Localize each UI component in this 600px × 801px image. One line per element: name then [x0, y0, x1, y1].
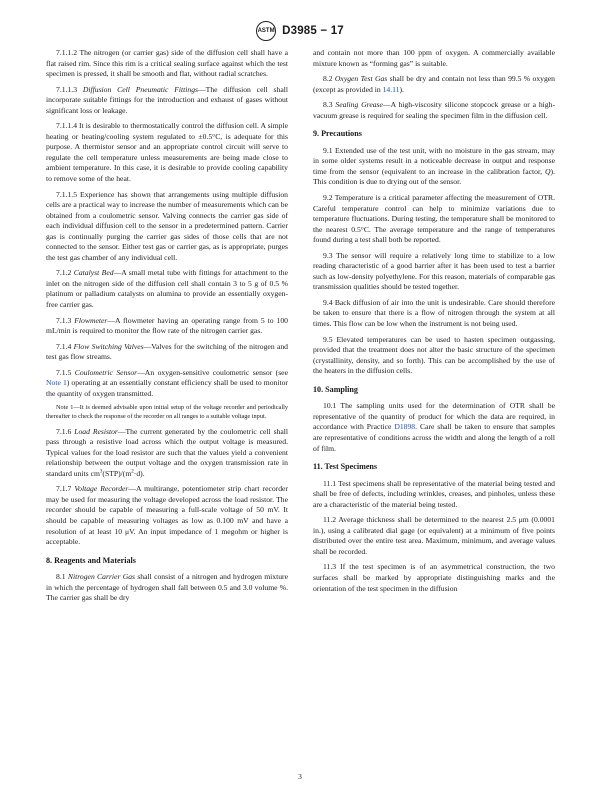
- para-number: 7.1.6: [56, 426, 72, 436]
- para-7-1-5: [46, 368, 288, 400]
- para-9-3: 9.3 The sensor will require a relatively long time to stabilize to a low reading characteristic of a good barrier after it has been used to test a barrier such as low-density polyethylene. For this reason, materials of comparable gas transmission qualities should be tested together.: [313, 250, 555, 292]
- para-body: 10.1 The sampling units used for the determination of OTR shall be representative of the quantity of product for which the data are required, in accordance with Practice: [313, 401, 555, 432]
- section-10-heading: 10. Sampling: [313, 384, 358, 394]
- para-7-1-1-4: 7.1.1.4 It is desirable to thermostatically control the diffusion cell. A simple heating or heating/cooling system regulated to ±0.5°C, is adequate for this purpose. A thermistor sensor and an appropriate control circuit will serve to regulate the cell temperature unless measurements are being made close to ambient temperature. In this case, it is desirable to provide cooling capability to remove some of the heat.: [46, 121, 288, 184]
- note-label: Note 1: [56, 404, 74, 412]
- para-body: —The current generated by the coulometric cell shall pass through a resistive load across which the output voltage is measured. Typical values for the load resistor are such that the values yield a convenient relationship between the output voltage and the oxygen transmission rate in standard units cm: [46, 426, 288, 478]
- section-8-heading: 8. Reagents and Materials: [46, 555, 136, 565]
- para-title: Catalyst Bed: [73, 268, 114, 278]
- para-number: 7.1.1.3: [56, 84, 78, 94]
- para-10-1: [313, 401, 555, 454]
- standard-designation: D3985 − 17: [282, 25, 344, 37]
- note-1: [46, 404, 288, 421]
- para-body-end: ·d).: [133, 468, 145, 478]
- para-7-1-2: [46, 268, 288, 310]
- para-title: Oxygen Test Gas: [334, 74, 388, 84]
- superscript: 2: [131, 469, 134, 475]
- right-column: [313, 48, 555, 599]
- para-body-cont: ).: [399, 84, 404, 94]
- para-11-1: 11.1 Test specimens shall be representative of the material being tested and shall be free of defects, including wrinkles, creases, and pinholes, unless these are a characteristic of the material being tested.: [313, 478, 555, 509]
- para-number: 7.1.3: [56, 315, 72, 325]
- para-title: Voltage Recorder: [74, 484, 129, 494]
- left-column: [46, 48, 288, 609]
- page-header: [0, 20, 600, 42]
- page-number: 3: [298, 772, 302, 781]
- para-7-1-7: [46, 484, 288, 547]
- para-title: Flow Switching Valves: [73, 341, 144, 351]
- section-11-heading: 11. Test Specimens: [313, 462, 378, 472]
- para-title: Diffusion Cell Pneumatic Fittings: [82, 84, 199, 94]
- para-7-1-1-2: 7.1.1.2 The nitrogen (or carrier gas) side of the diffusion cell shall have a flat raised rim. Since this rim is a critical sealing surface against which the test specimen is pressed, it shall be smooth and flat, without radial scratches.: [46, 48, 288, 79]
- para-number: 7.1.7: [56, 484, 72, 494]
- para-body: —A small metal tube with fittings for attachment to the inlet on the nitrogen side of the diffusion cell shall contain 3 to 5 g of 0.5 % platinum or palladium catalysts on alumina to provide an essentially oxygen-free carrier gas.: [46, 268, 289, 310]
- para-7-1-4: [46, 342, 288, 363]
- para-title: Load Resistor: [74, 426, 118, 436]
- para-7-1-1-3: [46, 85, 288, 117]
- symbol-q: Q: [545, 166, 551, 176]
- para-8-3: [313, 100, 555, 121]
- para-body-cont: . Care shall be taken to ensure that samples are representative of conditions across the width and along the length of a roll of film.: [313, 422, 555, 453]
- para-number: 7.1.5: [56, 367, 72, 377]
- logo-text: ASTM: [257, 28, 275, 34]
- para-11-2: 11.2 Average thickness shall be determined to the nearest 2.5 μm (0.0001 in.), using a calibrated dial gage (or equivalent) at a minimum of five points distributed over the entire test area. Maximum, minimum, and average values shall be recorded.: [313, 515, 555, 556]
- astm-logo-icon: [256, 21, 276, 41]
- para-body: —A high-viscosity silicone stopcock grease or a high-vacuum grease is required for sealing the specimen film in the diffusion cell.: [313, 100, 555, 120]
- para-7-1-6: [46, 427, 288, 480]
- para-title: Coulometric Sensor: [74, 367, 138, 377]
- para-8-1-continued: and contain not more than 100 ppm of oxygen. A commercially available mixture known as “forming gas” is suitable.: [313, 48, 555, 68]
- para-body: —The diffusion cell shall incorporate suitable fittings for the introduction and exhaust of gases without significant loss or leakage.: [46, 84, 288, 115]
- note-1-link[interactable]: Note 1: [46, 378, 67, 388]
- para-9-5: 9.5 Elevated temperatures can be used to hasten specimen outgassing, provided that the treatment does not alter the basic structure of the specimen (crystallinity, density, and so forth). This can be accomplished by the use of the heaters in the diffusion cells.: [313, 334, 555, 376]
- para-body: shall consist of a nitrogen and hydrogen mixture in which the percentage of hydrogen shall fall between 0.5 and 3.0 volume %. The carrier gas shall be dry: [46, 572, 288, 603]
- para-9-1: [313, 146, 555, 188]
- para-body-mid: (STP)/(m: [102, 468, 132, 478]
- para-body: —Valves for the switching of the nitrogen and test gas flow streams.: [46, 341, 288, 362]
- para-8-2: [313, 74, 555, 95]
- note-body: —It is deemed advisable upon initial setup of the voltage recorder and periodically thereafter to check the response of the recorder on all ranges to a suitable voltage input.: [46, 404, 289, 420]
- para-body-cont: ) operating at an essentially constant efficiency shall be used to monitor the quantity of oxygen transmitted.: [46, 378, 288, 398]
- para-title: Flowmeter: [74, 315, 108, 325]
- para-7-1-1-5: 7.1.1.5 Experience has shown that arrangements using multiple diffusion cells are a practical way to increase the number of measurements which can be obtained from a coulometric sensor. Valving connects the carrier gas side of each individual diffusion cell to the sensor in a predetermined pattern. Carrier gas is continually purging the carrier gas sides of those cells that are not connected to the sensor. Either test gas or carrier gas, as is appropriate, purges the test gas chamber of any individual cell.: [46, 189, 288, 262]
- para-body-cont: ). This condition is due to drying out of the sensor.: [313, 166, 555, 187]
- para-body: 9.1 Extended use of the test unit, with no moisture in the gas stream, may in some older systems result in a noticeable decrease in output and response time from the sensor (equivalent to an increase in the calibration factor,: [313, 145, 555, 176]
- section-14-11-link[interactable]: 14.11: [382, 84, 400, 94]
- para-title: Nitrogen Carrier Gas: [67, 572, 136, 582]
- para-number: 8.2: [323, 74, 333, 84]
- para-9-4: 9.4 Back diffusion of air into the unit is undesirable. Care should therefore be taken to ensure that there is a flow of nitrogen through the system at all times. This flow can be low when the instrument is not being used.: [313, 297, 555, 329]
- para-body: shall be dry and contain not less than 99.5 % oxygen (except as provided in: [313, 74, 556, 94]
- para-number: 7.1.2: [56, 268, 72, 278]
- para-8-1: [46, 572, 288, 604]
- para-body: —A multirange, potentiometer strip chart recorder may be used for measuring the voltage developed across the load resistor. The recorder should be capable of measuring a full-scale voltage of 50 mV. It should be capable of measuring voltages as low as 0.100 mV and have a resolution of at least 10 μV. An input impedance of 1 megohm or higher is acceptable.: [46, 484, 288, 547]
- superscript: 3: [99, 469, 103, 475]
- para-title: Sealing Grease: [335, 100, 383, 110]
- para-11-3: 11.3 If the test specimen is of an asymmetrical construction, the two surfaces shall be marked by appropriate distinguishing marks and the orientation of the test specimen in the diffusion: [313, 562, 555, 593]
- section-9-heading: 9. Precautions: [313, 129, 362, 139]
- d1898-link[interactable]: D1898: [394, 422, 416, 432]
- para-number: 7.1.4: [56, 341, 72, 351]
- para-7-1-3: [46, 316, 288, 337]
- para-body: —A flowmeter having an operating range from 5 to 100 mL/min is required to monitor the flow rate of the nitrogen carrier gas.: [46, 315, 288, 336]
- para-number: 8.1: [56, 572, 66, 582]
- para-number: 8.3: [323, 100, 333, 110]
- para-9-2: 9.2 Temperature is a critical parameter affecting the measurement of OTR. Careful temperature control can help to minimize variations due to temperature fluctuations. During testing, the temperature shall be monitored to the nearest 0.5°C. The average temperature and the range of temperatures found during a test shall both be reported.: [313, 193, 555, 245]
- para-body: —An oxygen-sensitive coulometric sensor (see: [137, 367, 288, 377]
